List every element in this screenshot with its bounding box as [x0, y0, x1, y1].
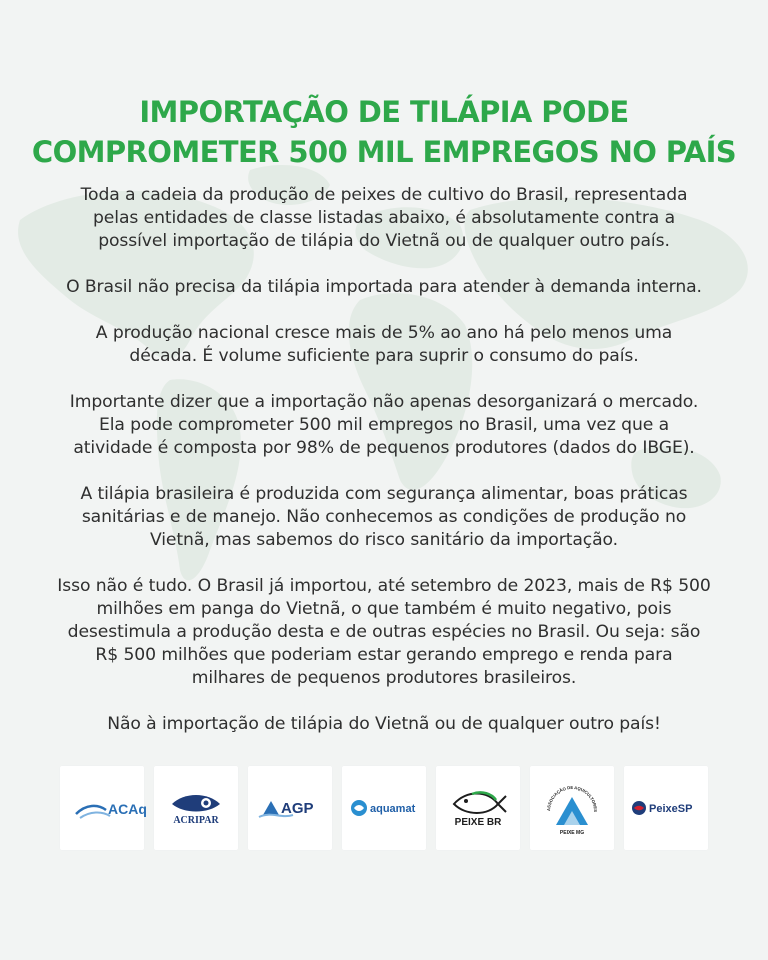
- paragraph-line: desestimula a produção desta e de outras espécies no Brasil. Ou seja: são: [67, 622, 701, 642]
- logo-acripar: [154, 766, 238, 850]
- fish-eye-icon: [168, 790, 224, 816]
- paragraph-line: Vietnã, mas sabemos do risco sanitário da importação.: [149, 530, 619, 550]
- paragraph: [20, 575, 748, 690]
- fish-circle-icon: [630, 797, 702, 819]
- paragraph: [20, 391, 748, 460]
- page-title: [0, 92, 768, 172]
- paragraph: [20, 322, 748, 368]
- paragraph-line: A produção nacional cresce mais de 5% ao ano há pelo menos uma: [95, 323, 673, 343]
- article-body: [0, 184, 768, 736]
- fish-wave-icon: [257, 793, 323, 823]
- logo-name: aquamat: [370, 803, 416, 815]
- paragraph: [20, 483, 748, 552]
- paragraph-line: atividade é composta por 98% de pequenos produtores (dados do IBGE).: [73, 438, 695, 458]
- logo-name: PEIXE MG: [559, 829, 585, 836]
- paragraph-line: R$ 500 milhões que poderiam estar gerando emprego e renda para: [95, 645, 673, 665]
- paragraph-line: Não à importação de tilápia do Vietnã ou de qualquer outro país!: [107, 714, 661, 734]
- paragraph-line: milhões em panga do Vietnã, o que também é muito negativo, pois: [96, 599, 672, 619]
- logo-peixe-br: [436, 766, 520, 850]
- paragraph-line: sanitárias e de manejo. Não conhecemos as condições de produção no: [81, 507, 687, 527]
- paragraph-line: possível importação de tilápia do Vietnã ou de qualquer outro país.: [98, 231, 670, 251]
- logo-acaq: [60, 766, 147, 850]
- fish-wave-icon: [72, 794, 147, 822]
- mountain-icon: [542, 781, 602, 831]
- logo-name: PeixeSP: [649, 803, 693, 815]
- paragraph-line: Toda a cadeia da produção de peixes de cultivo do Brasil, representada: [80, 185, 688, 205]
- logo-arc-text: ASSOCIAÇÃO DE AQUICULTORES: [545, 784, 599, 812]
- title-line: IMPORTAÇÃO DE TILÁPIA PODE: [139, 95, 629, 129]
- paragraph-line: Ela pode comprometer 500 mil empregos no Brasil, uma vez que a: [98, 415, 670, 435]
- logo-name: ACRIPAR: [173, 815, 219, 826]
- logo-agp: [248, 766, 332, 850]
- paragraph-line: pelas entidades de classe listadas abaixo, é absolutamente contra a: [92, 208, 676, 228]
- partner-logos: [60, 766, 710, 850]
- paragraph-line: Importante dizer que a importação não apenas desorganizará o mercado.: [69, 392, 699, 412]
- logo-name: PEIXE BR: [454, 817, 502, 828]
- closing-statement: [20, 713, 748, 736]
- paragraph: [20, 276, 748, 299]
- logo-name: ACAq: [108, 801, 147, 817]
- logo-peixe-mg: [530, 766, 614, 850]
- paragraph-line: A tilápia brasileira é produzida com segurança alimentar, boas práticas: [80, 484, 688, 504]
- logo-aquamat: [342, 766, 426, 850]
- fish-circle-icon: [349, 796, 419, 820]
- fish-outline-icon: [448, 788, 508, 818]
- paragraph-line: Isso não é tudo. O Brasil já importou, até setembro de 2023, mais de R$ 500: [57, 576, 711, 596]
- paragraph-line: década. É volume suficiente para suprir o consumo do país.: [129, 346, 639, 366]
- title-line: COMPROMETER 500 MIL EMPREGOS NO PAÍS: [31, 135, 737, 169]
- paragraph: [20, 184, 748, 253]
- logo-peixesp: [624, 766, 708, 850]
- logo-name: AGP: [281, 800, 314, 817]
- paragraph-line: milhares de pequenos produtores brasileiros.: [191, 668, 577, 688]
- paragraph-line: O Brasil não precisa da tilápia importada para atender à demanda interna.: [66, 277, 702, 297]
